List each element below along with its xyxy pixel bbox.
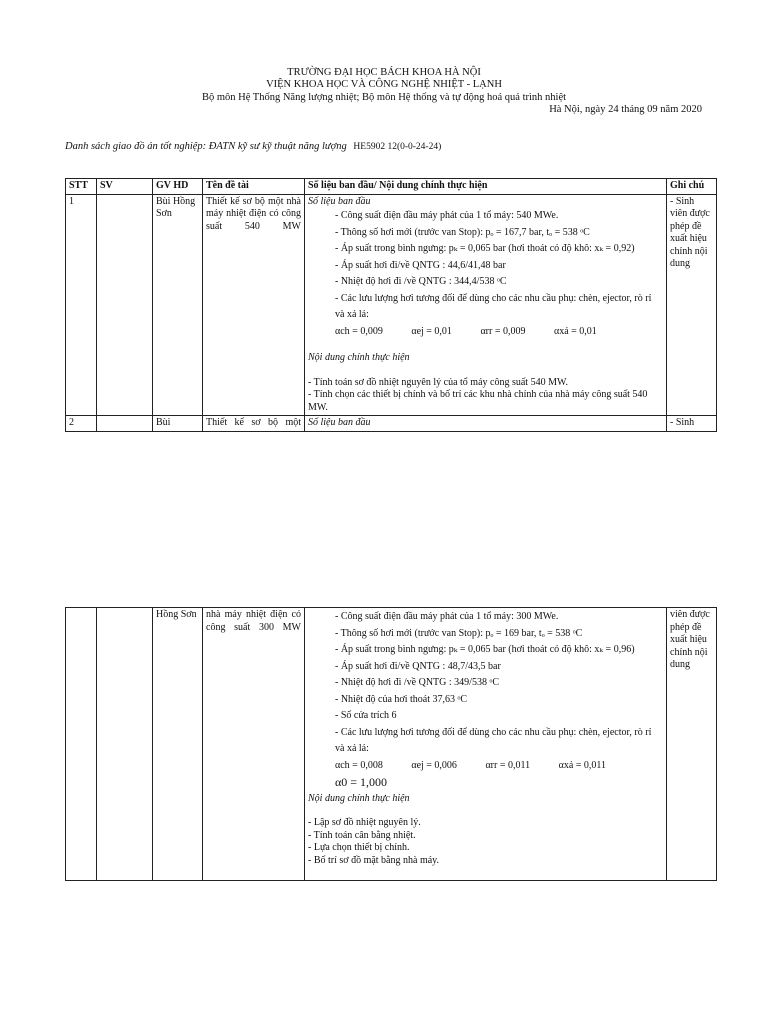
row2-stt: 2 (66, 416, 97, 432)
row2-initial-item: - Nhiệt độ hơi đi /về QNTG : 349/538 ᵒC (335, 677, 499, 688)
institute-name: VIỆN KHOA HỌC VÀ CÔNG NGHỆ NHIỆT - LẠNH (266, 79, 502, 90)
row2-sv (97, 416, 153, 432)
alpha0-equation: α0 = 1,000 (335, 775, 388, 789)
header-gvhd: GV HD (153, 179, 203, 195)
row2-initial-item: - Áp suất trong bình ngưng: pₖ = 0,065 bar (hơi thoát có độ khô: xₖ = 0,96) (335, 644, 635, 655)
row1-content (305, 194, 667, 416)
row1-initial-item: - Thông số hơi mới (trước van Stop): pₒ = 167,7 bar, tₒ = 538 ᵒC (335, 226, 590, 238)
row2-main-item: - Lập sơ đồ nhiệt nguyên lý. (308, 817, 421, 828)
row2-initial-item: - Số cửa trích 6 (335, 710, 397, 721)
alpha-value: αxả = 0,011 (558, 759, 607, 771)
university-name: TRƯỜNG ĐẠI HỌC BÁCH KHOA HÀ NỘI (287, 67, 481, 78)
row1-initial-title: Số liệu ban đầu (308, 195, 371, 207)
assignment-table-page1 (65, 178, 717, 432)
row1-sv (97, 194, 153, 416)
row1-gvhd: Bùi Hồng Sơn (153, 194, 203, 416)
row1-initial-item: - Nhiệt độ hơi đi /về QNTG : 344,4/538 ᵒC (335, 276, 507, 287)
row1-initial-item: - Công suất điện đầu máy phát của 1 tổ máy: 540 MWe. (335, 210, 559, 221)
table-row (66, 416, 717, 432)
row2-topic-part1: Thiết kế sơ bộ một (203, 416, 305, 432)
row1-alpha-values (308, 324, 663, 341)
row2-main-item: - Tính toán cân bằng nhiệt. (308, 829, 416, 841)
row2-main-item: - Lựa chọn thiết bị chính. (308, 842, 410, 853)
row2-alpha-values (308, 758, 663, 793)
header-note: Ghi chú (667, 179, 717, 195)
alpha-value: αrr = 0,009 (480, 325, 526, 337)
row2-stt-cont (66, 608, 97, 881)
row2-gvhd-part1: Bùi (153, 416, 203, 432)
alpha-value: αrr = 0,011 (485, 759, 531, 771)
alpha-value: αch = 0,008 (335, 759, 383, 771)
department-name: Bộ môn Hệ Thống Năng lượng nhiệt; Bộ môn Hệ thống và tự động hoá quá trình nhiệt (201, 92, 567, 103)
row1-main-item: - Tính toán sơ đồ nhiệt nguyên lý của tổ máy công suất 540 MW. (308, 376, 568, 388)
assignment-table-page2 (65, 607, 717, 881)
table-row (66, 194, 717, 416)
row2-initial-item: - Công suất điện đầu máy phát của 1 tổ máy: 300 MWe. (335, 611, 559, 622)
header-topic: Tên đề tài (203, 179, 305, 195)
row1-main-title: Nội dung chính thực hiện (308, 352, 410, 363)
row2-initial-item: - Áp suất hơi đi/về QNTG : 48,7/43,5 bar (335, 660, 501, 672)
header-stt: STT (66, 179, 97, 195)
row1-topic: Thiết kế sơ bộ một nhà máy nhiệt điện có công suất 540 MW (203, 194, 305, 416)
row2-initial-item: - Các lưu lượng hơi tương đối để dùng cho các nhu cầu phụ: chèn, ejector, rò rỉ và xả lả: (335, 726, 652, 754)
row2-gvhd-part2: Hồng Sơn (153, 608, 203, 881)
alpha-value: αch = 0,009 (335, 325, 383, 337)
row1-note: - Sinh viên được phép đề xuất hiệu chỉnh nội dung (667, 194, 717, 416)
alpha-value: αxả = 0,01 (553, 325, 597, 337)
row2-main-item: - Bố trí sơ đồ mặt bằng nhà máy. (308, 854, 440, 866)
row2-main-title: Nội dung chính thực hiện (308, 792, 410, 804)
row2-note-part2: viên được phép đề xuất hiệu chỉnh nội dung (667, 608, 717, 881)
table-row (66, 608, 717, 881)
caption-text: Danh sách giao đồ án tốt nghiệp: ĐATN kỹ sư kỹ thuật năng lượng (65, 141, 347, 152)
row1-initial-item: - Áp suất trong bình ngưng: pₖ = 0,065 bar (hơi thoát có độ khô: xₖ = 0,92) (335, 243, 635, 254)
row1-initial-item: - Các lưu lượng hơi tương đối để dùng cho các nhu cầu phụ: chèn, ejector, rò rỉ và xả lả: (335, 292, 652, 320)
row2-note-part1: - Sinh (667, 416, 717, 432)
row2-topic-part2: nhà máy nhiệt điện có công suất 300 MW (203, 608, 305, 881)
list-caption (65, 141, 441, 152)
row1-main-item: - Tính chọn các thiết bị chính và bố trí các khu nhà chính của nhà máy công suất 540 MW. (308, 389, 648, 413)
row2-initial-item: - Nhiệt độ của hơi thoát 37,63 ᵒC (335, 693, 468, 705)
header-content: Số liệu ban đầu/ Nội dung chính thực hiện (305, 179, 667, 195)
header-sv: SV (97, 179, 153, 195)
course-code: HE5902 12(0-0-24-24) (353, 142, 442, 152)
row2-initial-title: Số liệu ban đầu (305, 416, 667, 432)
row2-sv-cont (97, 608, 153, 881)
row2-initial-item: - Thông số hơi mới (trước van Stop): pₒ = 169 bar, tₒ = 538 ᵒC (335, 627, 583, 639)
row2-content (305, 608, 667, 881)
alpha-value: αej = 0,01 (411, 325, 452, 337)
document-date: Hà Nội, ngày 24 tháng 09 năm 2020 (549, 104, 702, 115)
alpha-value: αej = 0,006 (411, 759, 457, 771)
row1-stt: 1 (66, 194, 97, 416)
row1-initial-item: - Áp suất hơi đi/về QNTG : 44,6/41,48 bar (335, 259, 506, 271)
table-header-row (66, 179, 717, 195)
